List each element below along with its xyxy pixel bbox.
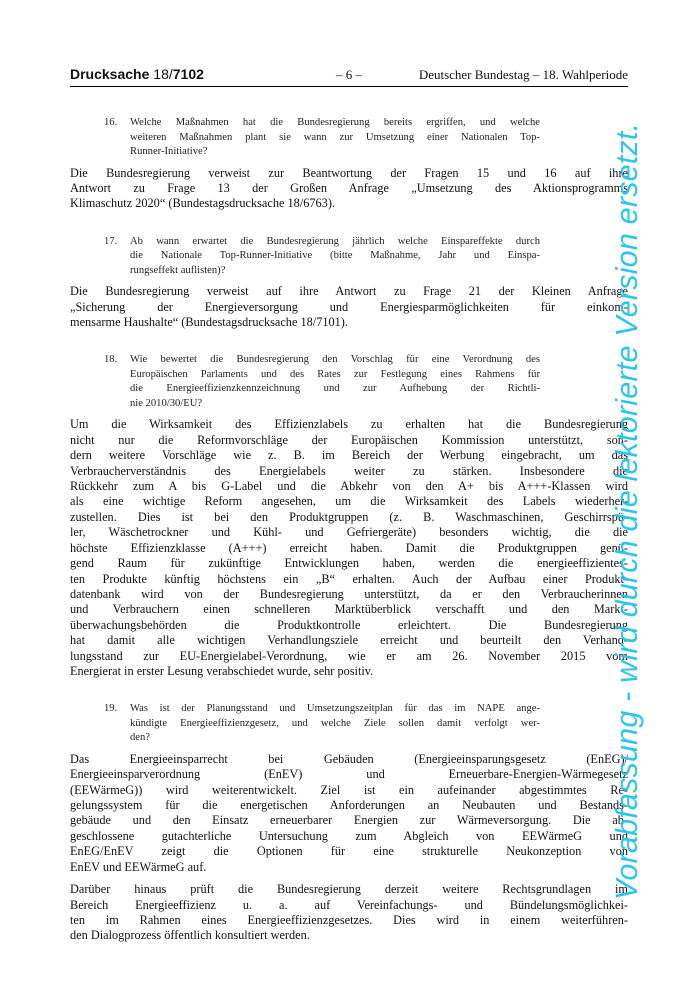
answer-line: gend Raum für zukünftige Entwicklungen haben, werden die energieeffizientes- [70,556,628,571]
answer-line: Um die Wirksamkeit des Effizienzlabels zu erhalten hat die Bundesregierung [70,417,628,432]
paragraph-spacer [70,875,628,882]
answer-line: ten Produkte künftig höchstens ein „B“ erhalten. Auch der Aufbau einer Produkt- [70,571,628,586]
answer-line: ler, Wäschetrockner und Kühl- und Gefriergeräte) besonders wichtig, die die [70,525,628,540]
question-text [130,235,540,279]
question-line: Welche Maßnahmen hat die Bundesregierung bereits ergriffen, und welche [130,117,540,128]
answer-line: mensarme Haushalte“ (Bundestagsdrucksache 18/7101). [70,315,348,330]
doc-label: Drucksache [70,66,150,82]
question-19 [70,702,628,746]
block-spacer [70,679,628,702]
answer-line: Energieeinsparverordnung (EnEV) und Erneuerbare-Energien-Wärmegesetz [70,767,628,782]
answer-line: gebäude und den Einsatz erneuerbarer Energien zur Wärmeversorgung. Die ab- [70,813,628,828]
answer-paragraph [70,166,628,212]
question-line: Wie bewertet die Bundesregierung den Vorschlag für eine Verordnung des [130,354,540,366]
question-number: 16. [104,117,118,128]
answer-line: EnEG/EnEV zeigt die Optionen für eine strukturelle Neukonzeption von [70,844,628,859]
question-text [130,116,540,160]
answer-paragraph [70,752,628,875]
answer-line: überwachungsbehörden die Produktkontrolle erleichtert. Die Bundesregierung [70,617,628,632]
answer-line: Antwort zu Frage 13 der Großen Anfrage „Umsetzung des Aktionsprogramms [70,180,628,195]
question-text [130,353,540,411]
answer-line: als eine wichtige Reform angesehen, um die Wirksamkeit des Labels wiederher- [70,494,628,509]
question-line: kündigte Energieeffizienzgesetz, und welche Ziele sollen damit verfolgt wer- [130,717,540,729]
question-number: 17. [104,235,118,247]
answer-line: (EEWärmeG)) wird weiterentwickelt. Ziel ist ein aufeinander abgestimmtes Re- [70,782,628,797]
answer-line: Die Bundesregierung verweist zur Beantwortung der Fragen 15 und 16 auf ihre [70,165,628,180]
answer-paragraph [70,284,628,330]
question-line: weiteren Maßnahmen plant sie wann zur Umsetzung einer Nationalen Top- [130,131,540,143]
question-line: die Nationale Top-Runner-Initiative (bitte Maßnahme, Jahr und Einspa- [130,250,540,262]
question-line: den? [130,732,150,744]
question-16 [70,116,628,160]
block-spacer [70,330,628,353]
answer-line: gelungssystem für die energetischen Anforderungen an Neubauten und Bestands- [70,798,628,813]
answer-line: Rückkehr zum A bis G-Label und die Abkehr von den A+ bis A+++-Klassen wird [70,479,628,494]
answer-line: nicht nur die Reformvorschläge der Europäischen Kommission unterstützt, son- [70,432,628,447]
answer-line: ten im Rahmen eines Energieeffizienzgesetzes. Dies wird in einem weiterführen- [70,912,628,927]
question-text [130,702,540,746]
answer-line: dern weitere Vorschläge wie z. B. im Bereich der Werbung eingebracht, um das [70,448,628,463]
question-line: nie 2010/30/EU? [130,397,203,409]
question-18 [70,353,628,411]
question-17 [70,235,628,279]
answer-line: Verbraucherverständnis des Energielabels weiter zu stärken. Insbesondere die [70,463,628,478]
answer-line: datenbank wird von der Bundesregierung unterstützt, da er den Verbraucherinnen [70,586,628,601]
question-line: die Energieeffizienzkennzeichnung und zur Aufhebung der Richtli- [130,383,540,395]
answer-line: Bereich Energieeffizienz u. a. auf Vereinfachungs- und Bündelungsmöglichkei- [70,897,628,912]
answer-paragraph [70,417,628,679]
parliament-period: Deutscher Bundestag – 18. Wahlperiode [418,67,628,82]
answer-line: EnEV und EEWärmeG auf. [70,859,207,874]
answer-line: höchste Effizienzklasse (A+++) erreicht haben. Damit die Produktgruppen genü- [70,540,628,555]
answer-paragraph [70,882,628,944]
doc-number-suffix: 7102 [172,66,204,82]
answer-line: Die Bundesregierung verweist auf ihre Antwort zu Frage 21 der Kleinen Anfrage [70,284,628,299]
answer-line: den Dialogprozess öffentlich konsultiert werden. [70,928,310,943]
question-line: Ab wann erwartet die Bundesregierung jährlich welche Einspareffekte durch [130,235,540,247]
question-number: 19. [104,703,118,715]
page-header [70,64,628,87]
answer-line: und Verbrauchern einen schnelleren Marktüberblick verschafft und den Markt- [70,602,628,617]
question-number: 18. [104,354,118,366]
block-spacer [70,212,628,235]
answer-line: Klimaschutz 2020“ (Bundestagsdrucksache 18/6763). [70,196,336,211]
answer-line: geschlossene gutachterliche Untersuchung zum Abgleich von EEWärmeG und [70,828,628,843]
answer-line: Das Energieeinsparrecht bei Gebäuden (Energieeinsparungsgesetz (EnEG)/ [70,751,628,766]
doc-number-prefix: 18/ [153,66,173,82]
answer-line: lungsstand zur EU-Energielabel-Verordnung, wie er am 26. November 2015 vom [70,648,628,663]
answer-line: zustellen. Dies ist bei den Produktgruppen (z. B. Waschmaschinen, Geschirrspü- [70,509,628,524]
answer-line: hat damit alle wichtigen Verhandlungsziele erreicht und beurteilt den Verhand- [70,633,628,648]
answer-line: Darüber hinaus prüft die Bundesregierung derzeit weitere Rechtsgrundlagen im [70,882,628,897]
answer-line: „Sicherung der Energieversorgung und Energiesparmöglichkeiten für einkom- [70,299,628,314]
question-line: rungseffekt auflisten)? [130,264,226,276]
question-line: Europäischen Parlaments und des Rates zur Festlegung eines Rahmens für [130,368,540,380]
answer-line: Energierat in erster Lesung verabschiedet wurde, sehr positiv. [70,663,374,678]
question-line: Was ist der Planungsstand und Umsetzungszeitplan für das im NAPE ange- [130,703,540,715]
draft-watermark: Vorabfassung - wird durch die lektorierte Version ersetzt. [610,122,644,900]
question-line: Runner-Initiative? [130,146,208,157]
page-number: – 6 – [336,67,362,82]
document-body [70,116,628,944]
